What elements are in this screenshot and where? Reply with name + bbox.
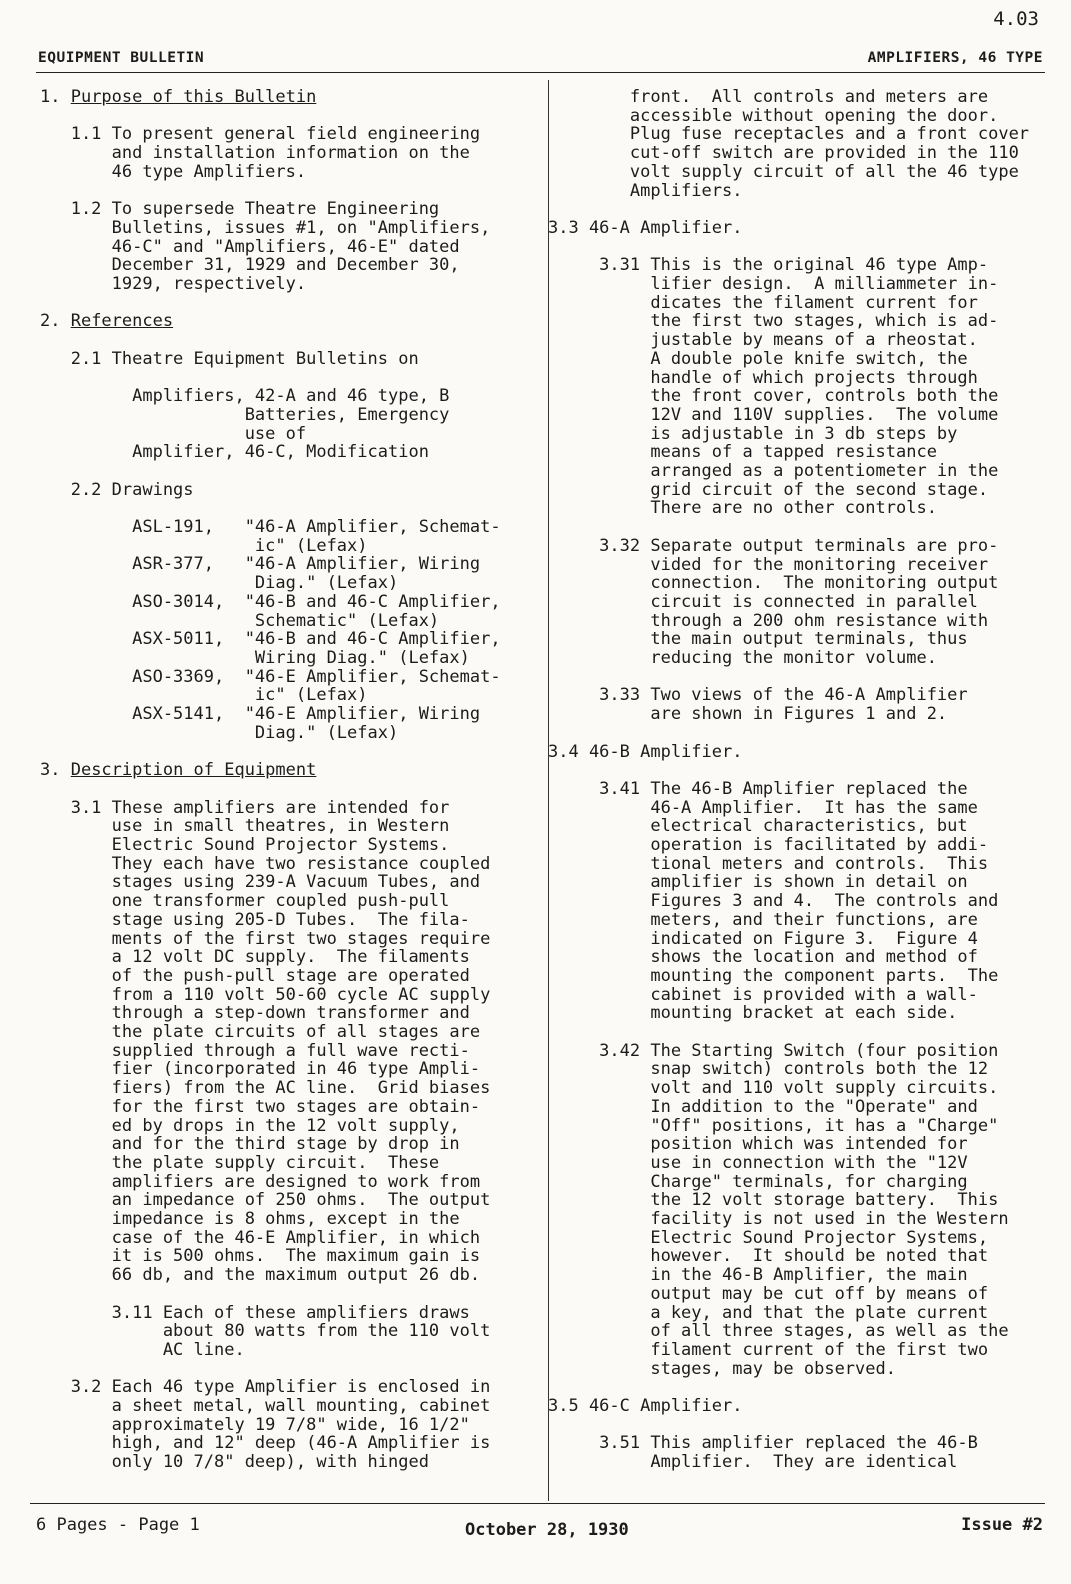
paragraph-3-33: 3.33 Two views of the 46-A Amplifier are shown in Figures 1 and 2. [599,685,968,725]
bulletin-title: EQUIPMENT BULLETIN [38,50,205,66]
paragraph-3-31: 3.31 This is the original 46 type Amp- lifier design. A milliammeter in- dicates the filament current for the first two stages, which is ad- justable by means of a rheostat. A double pole knife switch, the handle of which projects through the front cover, controls both the 12V and 110V supplies. The volume is adjustable in 3 db steps by means of a tapped resistance arranged as a potentiometer in the grid circuit of the second stage. There are no other controls. [599,255,999,519]
bulletin-reference-list: Amplifiers, 42-A and 46 type, B Batteries, Emergency use of Amplifier, 46-C, Modification [132,386,450,463]
paragraph-3-2: 3.2 Each 46 type Amplifier is enclosed in a sheet metal, wall mounting, cabinet approximately 19 7/8" wide, 16 1/2" high, and 12" deep (46-A Amplifier is only 10 7/8" deep), with hinged [70,1377,491,1473]
paragraph-1-1: 1.1 To present general field engineering and installation information on the 46 type Amplifiers. [70,124,481,182]
issue-date: October 28, 1930 [465,1520,629,1540]
document-number: 4.03 [993,8,1039,30]
paragraph-1-2: 1.2 To supersede Theatre Engineering Bulletins, issues #1, on "Amplifiers, 46-C" and "Amplifiers, 46-E" dated December 31, 1929 and December 30, 1929, respectively. [70,199,491,294]
issue-number: Issue #2 [961,1515,1043,1535]
subsection-3-5-heading: 3.5 46-C Amplifier. [548,1396,743,1417]
paragraph-2-2: 2.2 Drawings [40,479,194,500]
header-rule [36,72,1045,73]
section-3-title: Description of Equipment [70,760,317,781]
section-2-title: References [70,311,174,332]
paragraph-3-32: 3.32 Separate output terminals are pro- vided for the monitoring receiver connection. The monitoring output circuit is connected in parallel through a 200 ohm resistance with the main output terminals, thus reducing the monitor volume. [599,535,999,669]
paragraph-3-1: 3.1 These amplifiers are intended for use in small theatres, in Western Electric Sound Projector Systems. They each have two resistance coupled stages using 239-A Vacuum Tubes, and one transformer coupled push-pull stage using 205-D Tubes. The fila- ments of the first two stages require a 12 volt DC supply. The filaments of the push-pull stage are operated from a 110 volt 50-60 cycle AC supply through a step-down transformer and the plate circuits of all stages are supplied through a full wave recti- fier (incorporated in 46 type Ampli- fiers) from the AC line. Grid biases for the first two stages are obtain- ed by drops in the 12 volt supply, and for the third stage by drop in the plate supply circuit. These amplifiers are designed to work from an impedance of 250 ohms. The output impedance is 8 ohms, except in the case of the 46-E Amplifier, in which it is 500 ohms. The maximum gain is 66 db, and the maximum output 26 db. [70,797,491,1286]
page-count: 6 Pages - Page 1 [36,1515,200,1535]
footer-rule [30,1503,1045,1504]
subsection-3-4-heading: 3.4 46-B Amplifier. [548,741,743,762]
paragraph-3-41: 3.41 The 46-B Amplifier replaced the 46-A Amplifier. It has the same electrical characteristics, but operation is facilitated by addi- tional meters and controls. This amplifier is shown in detail on Figures 3 and 4. The controls and meters, and their functions, are indicated on Figure 3. Figure 4 shows the location and method of mounting the component parts. The cabinet is provided with a wall- mounting bracket at each side. [599,778,999,1024]
section-1-title: Purpose of this Bulletin [70,87,317,107]
paragraph-3-11: 3.11 Each of these amplifiers draws about 80 watts from the 110 volt AC line. [111,1302,491,1360]
left-column [40,88,540,1472]
paragraph-3-42: 3.42 The Starting Switch (four position snap switch) controls both the 12 volt and 110 volt supply circuits. In addition to the "Operate" and "Off" positions, it has a "Charge" position which was intended for use in connection with the "12V Charge" terminals, for charging the 12 volt storage battery. This facility is not used in the Western Electric Sound Projector Systems, however. It should be noted that in the 46-B Amplifier, the main output may be cut off by means of a key, and that the plate current of all three stages, as well as the filament current of the first two stages, may be observed. [599,1040,1009,1379]
drawings-list: ASL-191, "46-A Amplifier, Schemat- ic" (Lefax) ASR-377, "46-A Amplifier, Wiring Diag." (Lefax) ASO-3014, "46-B and 46-C Amplifier, Schematic" (Lefax) ASX-5011, "46-B and 46-C Amplifier, Wiring Diag." (Lefax) ASO-3369, "46-E Amplifier, Schemat- ic" (Lefax) ASX-5141, "46-E Amplifier, Wiring Diag." (Lefax) [132,517,501,743]
subsection-3-3-heading: 3.3 46-A Amplifier. [548,217,743,238]
section-1-heading: 1. Purpose of this Bulletin [40,87,317,107]
right-column [548,88,1048,1472]
subject-title: AMPLIFIERS, 46 TYPE [867,50,1043,66]
section-2-heading: 2. References [40,311,174,332]
paragraph-2-1: 2.1 Theatre Equipment Bulletins on [40,348,419,369]
paragraph-3-51: 3.51 This amplifier replaced the 46-B Amplifier. They are identical [599,1433,978,1473]
section-3-heading: 3. Description of Equipment [40,760,317,781]
paragraph-3-2-continued: front. All controls and meters are accessible without opening the door. Plug fuse receptacles and a front cover cut-off switch are provided in the 110 volt supply circuit of all the 46 type Amplifiers. [629,87,1030,201]
